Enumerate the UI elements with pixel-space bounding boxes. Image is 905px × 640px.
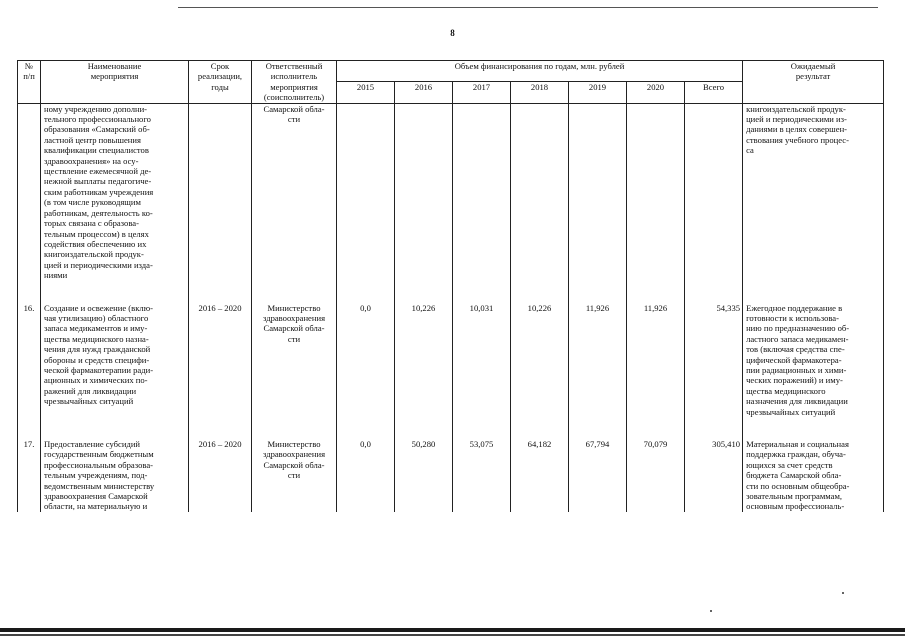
row-total: 305,410 <box>685 439 743 512</box>
header-year: 2018 <box>511 82 569 103</box>
row-value: 0,0 <box>337 303 395 417</box>
row-value <box>627 103 685 280</box>
row-value <box>511 103 569 280</box>
page-number: 8 <box>450 28 455 38</box>
header-year: 2016 <box>395 82 453 103</box>
header-result: Ожидаемый результат <box>743 61 884 104</box>
table-row <box>18 439 884 512</box>
row-result: книгоиздательской продук- цией и периодическими из- даниями в целях совершен- ствования учебного процес- са <box>743 103 884 280</box>
row-spacer <box>18 417 884 439</box>
header-term: Срок реализации, годы <box>189 61 252 104</box>
scan-speck <box>842 592 844 594</box>
table-row <box>18 103 884 280</box>
row-spacer <box>18 281 884 303</box>
row-result: Материальная и социальная поддержка граждан, обуча- ющихся за счет средств бюджета Самарской обла- сти по основным общеобра- зовательным программам, основным профессиональ- <box>743 439 884 512</box>
row-value <box>453 103 511 280</box>
row-total: 54,335 <box>685 303 743 417</box>
header-executor: Ответственный исполнитель мероприятия (соисполнитель) <box>252 61 337 104</box>
row-executor: Министерство здравоохранения Самарской обла- сти <box>252 303 337 417</box>
row-name: Предоставление субсидий государственным бюджетным профессиональным образова- тельным учреждениям, под- ведомственным министерству здравоохранения Самарской области, на материальную и <box>41 439 189 512</box>
row-name: Создание и освежение (вклю- чая утилизацию) областного запаса медикаментов и иму- щества медицинского назна- чения для нужд гражданской обороны и средств специфи- ческой фармакотерапии ради- ационных и химических по- ражений для ликвидации чрезвычайных ситуаций <box>41 303 189 417</box>
row-value: 50,280 <box>395 439 453 512</box>
row-executor: Самарской обла- сти <box>252 103 337 280</box>
funding-table <box>17 60 884 512</box>
row-value: 10,226 <box>395 303 453 417</box>
row-value: 0,0 <box>337 439 395 512</box>
header-year: 2015 <box>337 82 395 103</box>
header-name: Наименование мероприятия <box>41 61 189 104</box>
top-rule <box>178 7 878 8</box>
row-term <box>189 103 252 280</box>
row-value: 10,031 <box>453 303 511 417</box>
row-term: 2016 – 2020 <box>189 303 252 417</box>
header-year: 2019 <box>569 82 627 103</box>
row-term: 2016 – 2020 <box>189 439 252 512</box>
row-value: 11,926 <box>569 303 627 417</box>
row-number: 16. <box>18 303 41 417</box>
scan-bottom-edge <box>0 628 905 632</box>
row-value: 11,926 <box>627 303 685 417</box>
row-value <box>395 103 453 280</box>
row-total <box>685 103 743 280</box>
header-num: № п/п <box>18 61 41 104</box>
row-value: 53,075 <box>453 439 511 512</box>
table-row <box>18 303 884 417</box>
row-value: 67,794 <box>569 439 627 512</box>
row-value: 10,226 <box>511 303 569 417</box>
row-name: ному учреждению дополни- тельного профессионального образования «Самарский об- ластной центр повышения квалификации специалистов здравоохранения» на осу- ществление ежемесячной де- нежной выплаты педагогиче- ским работникам учреждения (в том числе руководящим работникам, деятельность ко- торых связана с образова- тельным процессом) в целях содействия обеспечению их книгоиздательской продук- цией и периодическими изда- ниями <box>41 103 189 280</box>
row-result: Ежегодное поддержание в готовности к использова- нию по предназначению об- ластного запаса медикамен- тов (включая средства спе- цифической фармакотера- пии радиационных и хими- ческих поражений) и иму- щества медицинского назначения для ликвидации чрезвычайных ситуаций <box>743 303 884 417</box>
row-executor: Министерство здравоохранения Самарской обла- сти <box>252 439 337 512</box>
scan-speck <box>710 610 712 612</box>
header-year: 2017 <box>453 82 511 103</box>
header-funding: Объем финансирования по годам, млн. рублей <box>337 61 743 82</box>
header-total: Всего <box>685 82 743 103</box>
row-number <box>18 103 41 280</box>
row-value <box>569 103 627 280</box>
header-year: 2020 <box>627 82 685 103</box>
row-number: 17. <box>18 439 41 512</box>
row-value <box>337 103 395 280</box>
row-value: 70,079 <box>627 439 685 512</box>
row-value: 64,182 <box>511 439 569 512</box>
scan-bottom-edge <box>0 634 905 636</box>
